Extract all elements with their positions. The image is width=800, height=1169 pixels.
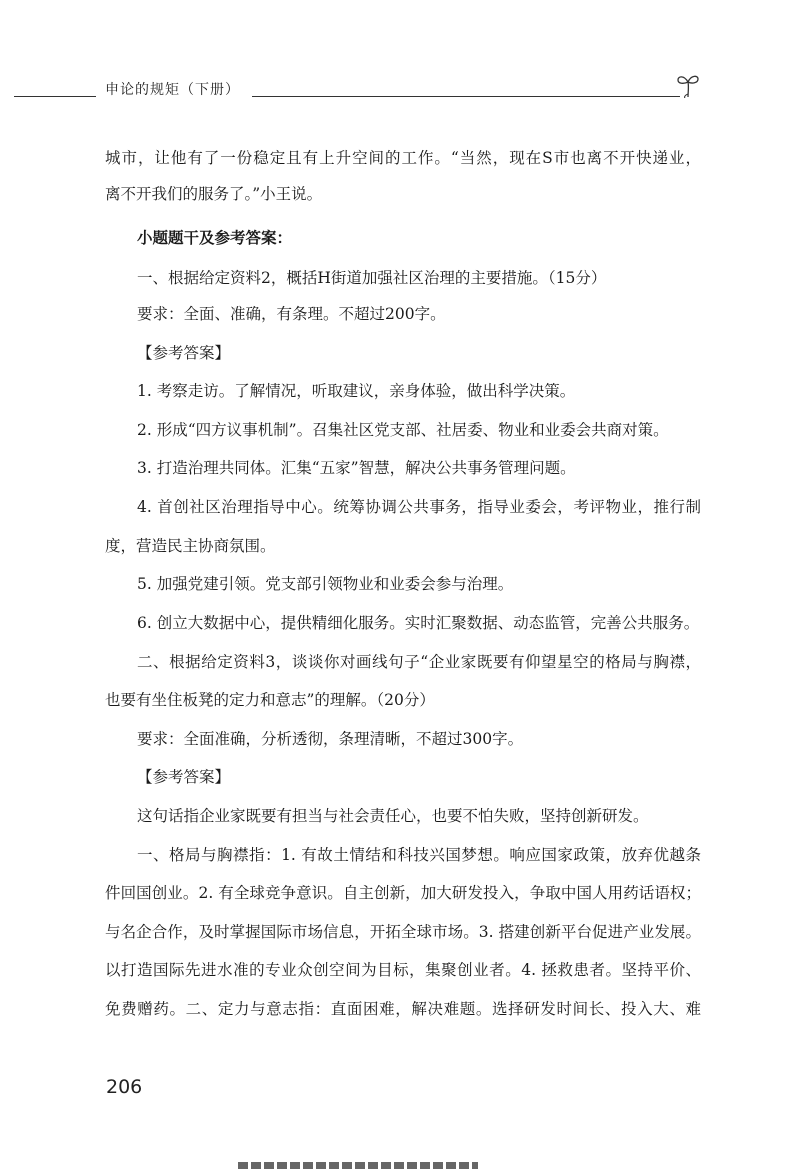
answer-paragraph: 免费赠药。二、定力与意志指：直面困难，解决难题。选择研发时间长、投入大、难	[105, 1000, 701, 1018]
section-heading: 小题题干及参考答案：	[137, 228, 293, 247]
question-2-requirement: 要求：全面准确，分析透彻，条理清晰，不超过300字。	[137, 730, 524, 748]
answer-item: 2. 形成“四方议事机制”。召集社区党支部、社居委、物业和业委会共商对策。	[137, 421, 669, 439]
answer-item: 6. 创立大数据中心，提供精细化服务。实时汇聚数据、动态监管，完善公共服务。	[137, 614, 700, 632]
header-rule-right	[252, 96, 680, 97]
cropped-footer-text	[238, 1158, 478, 1169]
answer-item-continued: 度，营造民主协商氛围。	[105, 537, 276, 555]
question-2-continued: 也要有坐住板凳的定力和意志”的理解。（20分）	[105, 691, 435, 709]
paragraph-line: 城市，让他有了一份稳定且有上升空间的工作。“当然，现在S市也离不开快递业，	[105, 149, 701, 167]
sprout-icon	[676, 72, 700, 98]
header-rule-left	[14, 96, 96, 97]
question-1: 一、根据给定资料2，概括H街道加强社区治理的主要措施。（15分）	[137, 269, 607, 287]
answer-item: 1. 考察走访。了解情况，听取建议，亲身体验，做出科学决策。	[137, 382, 576, 400]
paragraph-line: 离不开我们的服务了。”小王说。	[105, 185, 323, 203]
answer-paragraph: 与名企合作，及时掌握国际市场信息，开拓全球市场。3. 搭建创新平台促进产业发展。	[105, 923, 701, 941]
answer-paragraph: 这句话指企业家既要有担当与社会责任心，也要不怕失败，坚持创新研发。	[137, 807, 649, 825]
page-number: 206	[106, 1076, 143, 1098]
answer-paragraph: 以打造国际先进水准的专业众创空间为目标，集聚创业者。4. 拯救患者。坚持平价、	[105, 961, 701, 979]
header-title: 申论的规矩（下册）	[105, 82, 240, 98]
question-1-requirement: 要求：全面、准确，有条理。不超过200字。	[137, 305, 446, 323]
answer-item: 3. 打造治理共同体。汇集“五家”智慧，解决公共事务管理问题。	[137, 459, 576, 477]
question-2: 二、根据给定资料3，谈谈你对画线句子“企业家既要有仰望星空的格局与胸襟，	[137, 653, 701, 671]
answer-paragraph: 件回国创业。2. 有全球竞争意识。自主创新，加大研发投入，争取中国人用药话语权；	[105, 884, 701, 902]
answer-paragraph: 一、格局与胸襟指：1. 有故土情结和科技兴国梦想。响应国家政策，放弃优越条	[137, 846, 701, 864]
answer-label: 【参考答案】	[137, 768, 231, 786]
answer-item: 5. 加强党建引领。党支部引领物业和业委会参与治理。	[137, 575, 514, 593]
answer-label: 【参考答案】	[137, 344, 231, 362]
answer-item: 4. 首创社区治理指导中心。统筹协调公共事务，指导业委会，考评物业，推行制	[137, 498, 701, 516]
